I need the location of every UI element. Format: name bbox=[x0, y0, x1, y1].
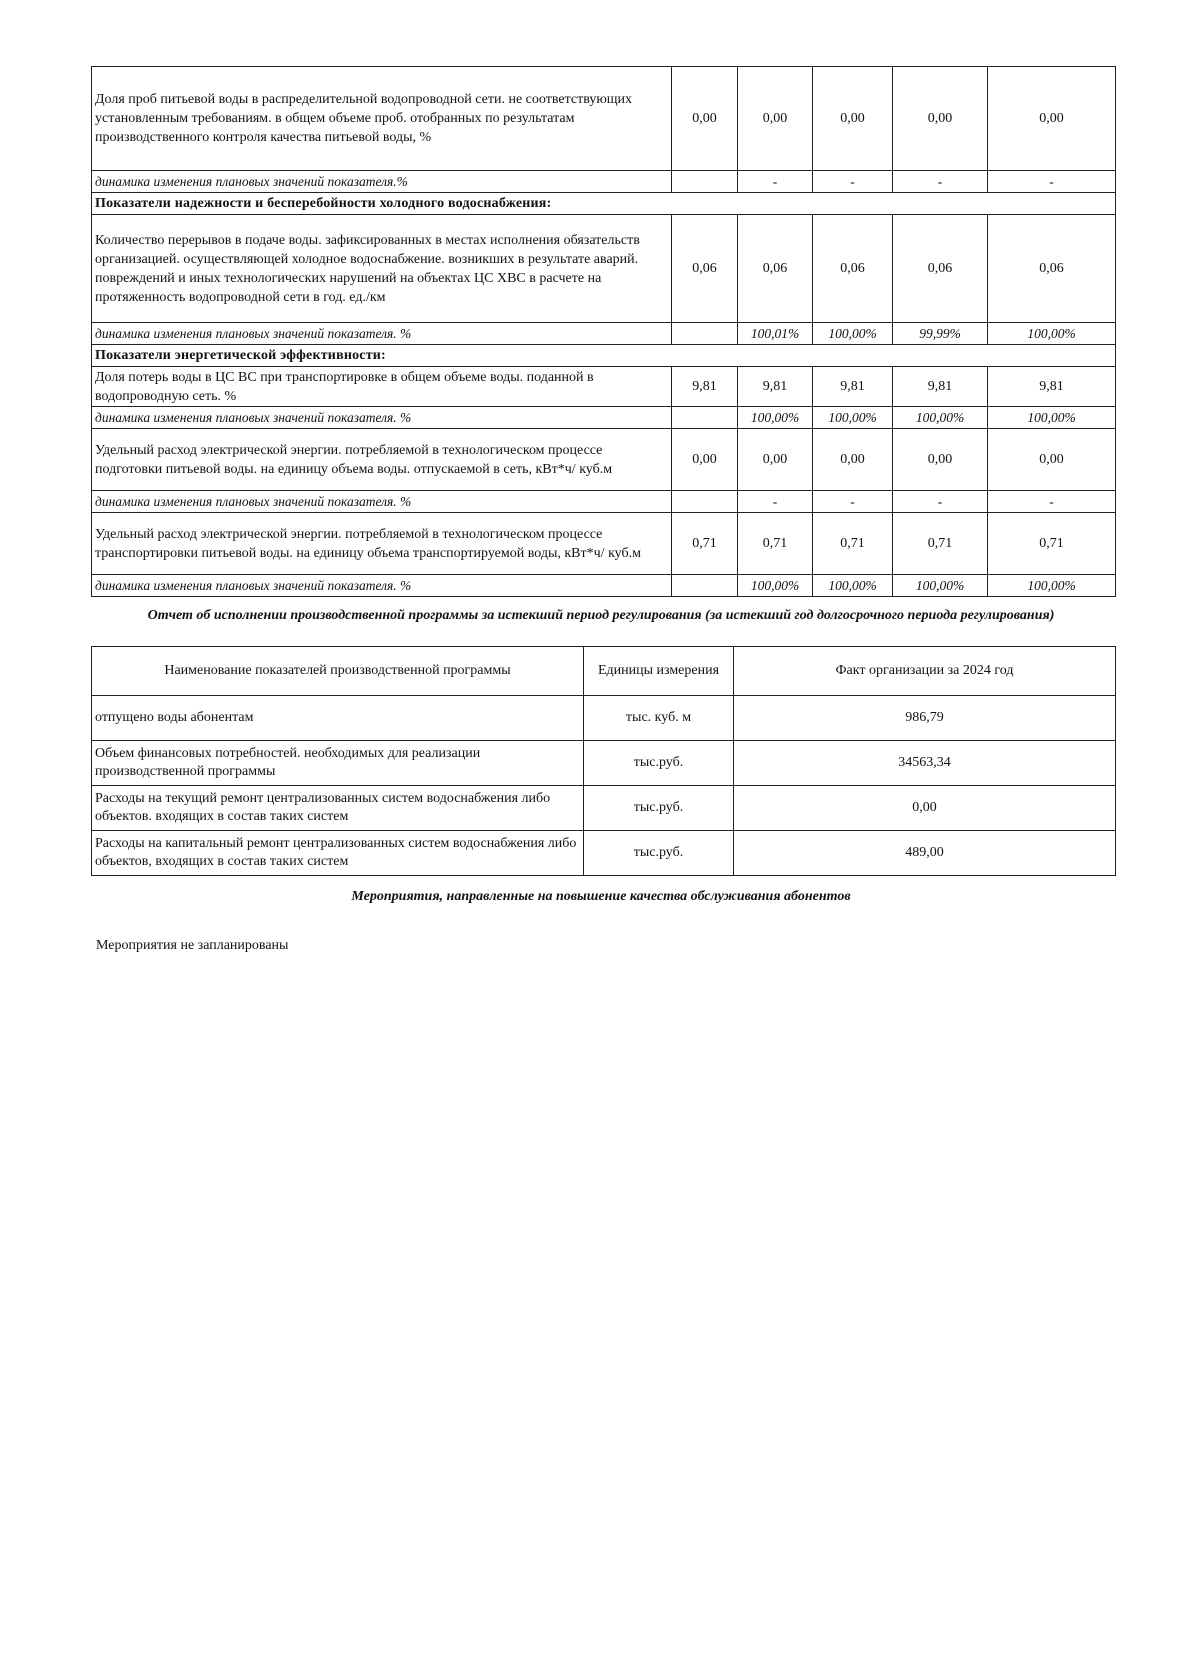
table-row bbox=[92, 786, 1116, 831]
row-name: Расходы на капитальный ремонт централизованных систем водоснабжения либо объектов, входящих в состав таких систем bbox=[92, 831, 584, 876]
value-cell: 0,00 bbox=[813, 429, 893, 491]
indicator-row bbox=[92, 67, 1116, 171]
indicator-label: Количество перерывов в подаче воды. зафиксированных в местах исполнения обязательств организацией. осуществляющей холодное водоснабжение. возникших в результате аварий. повреждений и иных технологических нарушений на объектах ЦС ХВС в расчете на протяженность водопроводной сети в год. ед./км bbox=[92, 215, 672, 323]
value-cell: 100,01% bbox=[738, 323, 813, 345]
header-fact: Факт организации за 2024 год bbox=[734, 647, 1116, 696]
dynamics-row bbox=[92, 575, 1116, 597]
indicator-row bbox=[92, 513, 1116, 575]
value-cell bbox=[672, 491, 738, 513]
table-row bbox=[92, 696, 1116, 741]
indicator-row bbox=[92, 367, 1116, 407]
value-cell: 0,06 bbox=[672, 215, 738, 323]
value-cell: 9,81 bbox=[893, 367, 988, 407]
indicator-label: Удельный расход электрической энергии. потребляемой в технологическом процессе подготовки питьевой воды. на единицу объема воды. отпускаемой в сеть, кВт*ч/ куб.м bbox=[92, 429, 672, 491]
section-title: Показатели энергетической эффективности: bbox=[92, 345, 1116, 367]
value-cell bbox=[672, 407, 738, 429]
value-cell: 0,71 bbox=[813, 513, 893, 575]
value-cell: - bbox=[813, 491, 893, 513]
dynamics-row bbox=[92, 171, 1116, 193]
value-cell: 0,00 bbox=[672, 429, 738, 491]
value-cell: 100,00% bbox=[893, 407, 988, 429]
dynamics-row bbox=[92, 323, 1116, 345]
value-cell: 99,99% bbox=[893, 323, 988, 345]
row-name: Объем финансовых потребностей. необходимых для реализации производственной программы bbox=[92, 741, 584, 786]
value-cell: 0,71 bbox=[672, 513, 738, 575]
dynamics-label: динамика изменения плановых значений показателя. % bbox=[92, 575, 672, 597]
value-cell: - bbox=[988, 171, 1116, 193]
dynamics-label: динамика изменения плановых значений показателя.% bbox=[92, 171, 672, 193]
report-heading: Отчет об исполнении производственной программы за истекший период регулирования (за истекший год долгосрочного периода регулирования) bbox=[147, 608, 1055, 623]
value-cell: 100,00% bbox=[988, 575, 1116, 597]
dynamics-row bbox=[92, 407, 1116, 429]
row-value: 489,00 bbox=[734, 831, 1116, 876]
value-cell: - bbox=[988, 491, 1116, 513]
value-cell: 0,71 bbox=[738, 513, 813, 575]
row-value: 34563,34 bbox=[734, 741, 1116, 786]
value-cell: - bbox=[813, 171, 893, 193]
value-cell: 100,00% bbox=[988, 407, 1116, 429]
value-cell: 0,00 bbox=[988, 67, 1116, 171]
dynamics-row bbox=[92, 491, 1116, 513]
value-cell: 0,00 bbox=[893, 429, 988, 491]
value-cell bbox=[672, 575, 738, 597]
header-units: Единицы измерения bbox=[584, 647, 734, 696]
indicator-row bbox=[92, 215, 1116, 323]
value-cell: 0,00 bbox=[738, 67, 813, 171]
section-header-row bbox=[92, 345, 1116, 367]
row-unit: тыс.руб. bbox=[584, 741, 734, 786]
value-cell bbox=[672, 323, 738, 345]
row-unit: тыс.руб. bbox=[584, 831, 734, 876]
value-cell: 100,00% bbox=[738, 575, 813, 597]
table-row bbox=[92, 741, 1116, 786]
value-cell: 0,00 bbox=[988, 429, 1116, 491]
dynamics-label: динамика изменения плановых значений показателя. % bbox=[92, 323, 672, 345]
value-cell: 9,81 bbox=[672, 367, 738, 407]
value-cell: 0,71 bbox=[893, 513, 988, 575]
value-cell: - bbox=[738, 171, 813, 193]
value-cell: 0,06 bbox=[738, 215, 813, 323]
value-cell: 9,81 bbox=[988, 367, 1116, 407]
value-cell: 0,00 bbox=[893, 67, 988, 171]
indicator-label: Удельный расход электрической энергии. потребляемой в технологическом процессе транспортировки питьевой воды. на единицу объема транспортируемой воды, кВт*ч/ куб.м bbox=[92, 513, 672, 575]
dynamics-label: динамика изменения плановых значений показателя. % bbox=[92, 407, 672, 429]
table-row bbox=[92, 831, 1116, 876]
value-cell: 0,00 bbox=[813, 67, 893, 171]
indicator-label: Доля потерь воды в ЦС ВС при транспортировке в общем объеме воды. поданной в водопроводную сеть. % bbox=[92, 367, 672, 407]
value-cell: 100,00% bbox=[893, 575, 988, 597]
value-cell bbox=[672, 171, 738, 193]
value-cell: - bbox=[738, 491, 813, 513]
row-name: Расходы на текущий ремонт централизованных систем водоснабжения либо объектов. входящих в состав таких систем bbox=[92, 786, 584, 831]
value-cell: 0,06 bbox=[988, 215, 1116, 323]
value-cell: 0,00 bbox=[672, 67, 738, 171]
value-cell: 100,00% bbox=[988, 323, 1116, 345]
value-cell: - bbox=[893, 491, 988, 513]
value-cell: 9,81 bbox=[738, 367, 813, 407]
dynamics-label: динамика изменения плановых значений показателя. % bbox=[92, 491, 672, 513]
row-value: 986,79 bbox=[734, 696, 1116, 741]
table-header-row bbox=[92, 647, 1116, 696]
value-cell: 0,06 bbox=[813, 215, 893, 323]
indicators-table bbox=[91, 66, 1116, 597]
value-cell: - bbox=[893, 171, 988, 193]
value-cell: 100,00% bbox=[813, 575, 893, 597]
row-name: отпущено воды абонентам bbox=[92, 696, 584, 741]
value-cell: 0,06 bbox=[893, 215, 988, 323]
measures-heading: Мероприятия, направленные на повышение качества обслуживания абонентов bbox=[351, 889, 851, 904]
row-unit: тыс.руб. bbox=[584, 786, 734, 831]
indicator-label: Доля проб питьевой воды в распределительной водопроводной сети. не соответствующих установленным требованиям. в общем объеме проб. отобранных по результатам производственного контроля качества питьевой воды, % bbox=[92, 67, 672, 171]
measures-text: Мероприятия не запланированы bbox=[96, 938, 289, 953]
value-cell: 100,00% bbox=[738, 407, 813, 429]
production-program-table bbox=[91, 646, 1116, 876]
value-cell: 0,71 bbox=[988, 513, 1116, 575]
section-header-row bbox=[92, 193, 1116, 215]
value-cell: 100,00% bbox=[813, 323, 893, 345]
indicator-row bbox=[92, 429, 1116, 491]
value-cell: 100,00% bbox=[813, 407, 893, 429]
row-value: 0,00 bbox=[734, 786, 1116, 831]
value-cell: 9,81 bbox=[813, 367, 893, 407]
header-indicator-name: Наименование показателей производственной программы bbox=[92, 647, 584, 696]
section-title: Показатели надежности и бесперебойности холодного водоснабжения: bbox=[92, 193, 1116, 215]
row-unit: тыс. куб. м bbox=[584, 696, 734, 741]
value-cell: 0,00 bbox=[738, 429, 813, 491]
